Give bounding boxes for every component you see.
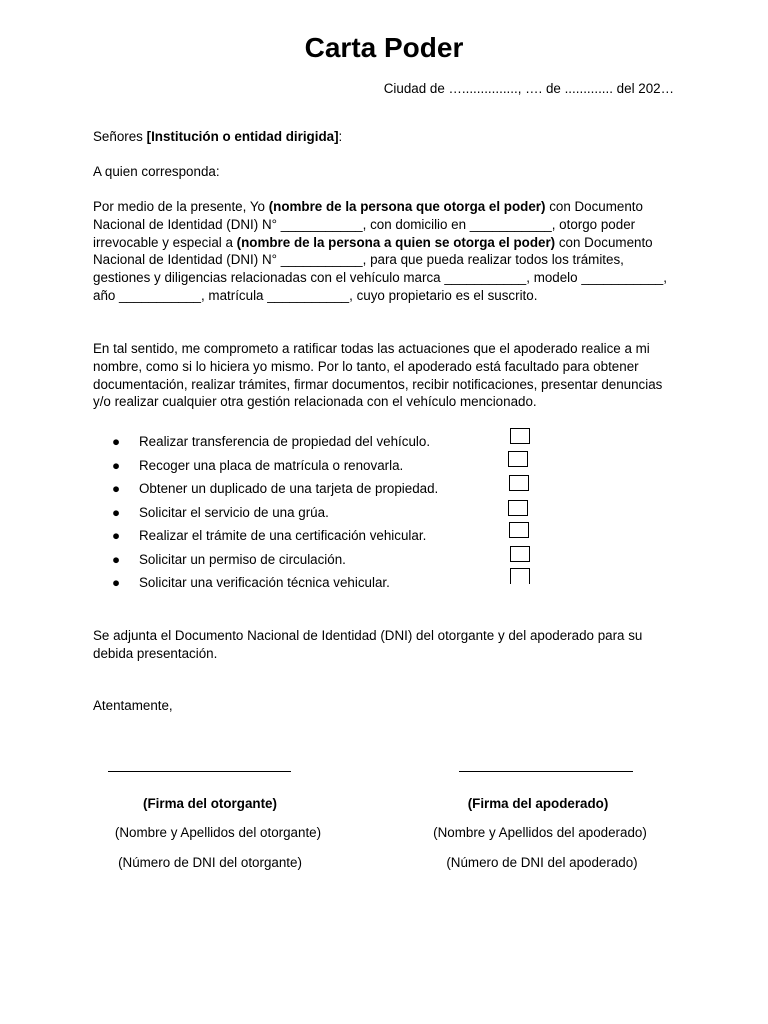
checkbox[interactable] [509, 475, 529, 491]
grantor-signature-label: (Firma del otorgante) [143, 796, 277, 811]
body1-text-3: con Documento Nacional de Identidad (DNI) N° ___________, para que pueda realizar todos los trámites, gestiones y diligencias relacionadas con el vehículo marca ___________, modelo ___________, año ___________, matrícula ___________, cuyo propietario es el suscrito. [93, 234, 667, 303]
greeting: A quien corresponda: [93, 164, 220, 179]
list-item [112, 480, 552, 504]
list-item [112, 551, 552, 575]
list-item [112, 527, 552, 551]
attachment-note: Se adjunta el Documento Nacional de Identidad (DNI) del otorgante y del apoderado para su debida presentación. [93, 628, 643, 661]
list-item-text: Recoger una placa de matrícula o renovarla. [139, 457, 404, 473]
bullet-icon: ● [112, 434, 121, 449]
attorney-name-placeholder: (nombre de la persona a quien se otorga el poder) [236, 234, 556, 250]
checkbox[interactable] [508, 500, 528, 516]
salutation-suffix: : [338, 129, 343, 144]
grantor-dni-label: (Número de DNI del otorgante) [118, 855, 302, 870]
authorization-list [112, 433, 552, 598]
list-item [112, 574, 552, 598]
checkbox[interactable] [509, 522, 529, 538]
attorney-dni-label: (Número de DNI del apoderado) [446, 855, 638, 870]
body1-text-2: con Documento Nacional de Identidad (DNI) N° ___________, con domicilio en ___________, otorgo poder irrevocable y especial a [93, 199, 643, 250]
list-item-text: Solicitar un permiso de circulación. [139, 551, 346, 567]
list-item [112, 457, 552, 481]
body-paragraph-1 [93, 198, 683, 305]
bullet-icon: ● [112, 481, 121, 496]
attorney-name-label: (Nombre y Apellidos del apoderado) [433, 825, 647, 840]
document-title: Carta Poder [304, 32, 464, 63]
checkbox[interactable] [510, 568, 530, 584]
list-item [112, 433, 552, 457]
grantor-name-label: (Nombre y Apellidos del otorgante) [114, 825, 322, 840]
salutation [93, 128, 683, 146]
list-item-text: Solicitar una verificación técnica vehicular. [139, 575, 390, 590]
grantor-signature-line [108, 771, 291, 772]
bullet-icon: ● [112, 504, 121, 520]
checkbox[interactable] [510, 546, 530, 562]
attorney-signature-line [459, 771, 633, 772]
date-line: Ciudad de …..............., …. de ............. del 202… [383, 81, 674, 96]
list-item-text: Realizar transferencia de propiedad del vehículo. [139, 434, 431, 449]
grantor-name-placeholder: (nombre de la persona que otorga el poder) [268, 199, 546, 214]
institution-placeholder: [Institución o entidad dirigida] [146, 129, 339, 144]
salutation-prefix: Señores [93, 129, 147, 144]
body-paragraph-2: En tal sentido, me comprometo a ratificar todas las actuaciones que el apoderado realice a mi nombre, como si lo hiciera yo mismo. Por lo tanto, el apoderado está facultado para obtener documentación, realizar trámites, firmar documentos, recibir notificaciones, presentar denuncias y/o realizar cualquier otra gestión relacionada con el vehículo mencionado. [93, 341, 663, 410]
list-item-text: Realizar el trámite de una certificación vehicular. [139, 528, 427, 543]
attorney-signature-label: (Firma del apoderado) [467, 796, 609, 811]
checkbox[interactable] [508, 451, 528, 467]
list-item-text: Solicitar el servicio de una grúa. [139, 504, 329, 520]
bullet-icon: ● [112, 528, 121, 543]
checkbox[interactable] [510, 428, 530, 444]
list-item-text: Obtener un duplicado de una tarjeta de propiedad. [139, 481, 439, 496]
bullet-icon: ● [112, 457, 121, 473]
list-item [112, 504, 552, 528]
body1-text-1: Por medio de la presente, Yo [93, 199, 269, 214]
bullet-icon: ● [112, 575, 121, 590]
bullet-icon: ● [112, 551, 121, 567]
closing: Atentamente, [93, 698, 173, 713]
